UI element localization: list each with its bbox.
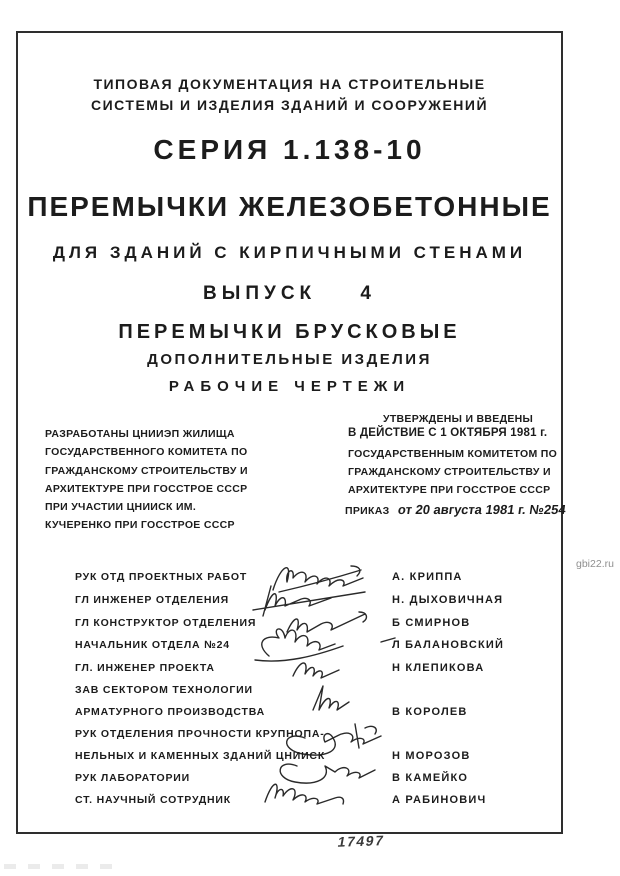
approved-by-line: ГОСУДАРСТВЕННЫМ КОМИТЕТОМ ПО: [348, 448, 558, 460]
signature-klepikova: [293, 663, 339, 678]
developed-by-line: ГРАЖДАНСКОМУ СТРОИТЕЛЬСТВУ И: [45, 465, 248, 477]
signature-dykhovichnaya: [253, 586, 365, 616]
signature-kameiko: [280, 764, 375, 783]
order-line: [345, 501, 566, 519]
signature-balanovsky: [255, 629, 395, 661]
signatory-role: АРМАТУРНОГО ПРОИЗВОДСТВА: [75, 706, 265, 718]
signature-korolev: [313, 686, 349, 710]
signatory-role: РУК ОТД ПРОЕКТНЫХ РАБОТ: [75, 571, 248, 583]
signatures: [235, 552, 405, 817]
signature-smirnov: [287, 612, 366, 632]
signatory-role: ЗАВ СЕКТОРОМ ТЕХНОЛОГИИ: [75, 684, 253, 696]
approved-by-line: УТВЕРЖДЕНЫ И ВВЕДЕНЫ: [383, 413, 534, 425]
signature-krippa: [273, 566, 363, 592]
header-line-2: СИСТЕМЫ И ИЗДЕЛИЯ ЗДАНИЙ И СООРУЖЕНИЙ: [90, 97, 489, 113]
stamp-number: 17497: [336, 832, 387, 850]
signatory-role: ГЛ КОНСТРУКТОР ОТДЕЛЕНИЯ: [75, 617, 257, 629]
signatory-name: Б СМИРНОВ: [392, 617, 471, 629]
signatory-role: НЕЛЬНЫХ И КАМЕННЫХ ЗДАНИЙ ЦНИИСК: [75, 750, 326, 762]
signatory-name: Н МОРОЗОВ: [392, 750, 471, 762]
developed-by-line: РАЗРАБОТАНЫ ЦНИИЭП ЖИЛИЩА: [45, 428, 235, 440]
signatory-name: Л БАЛАНОВСКИЙ: [392, 639, 505, 651]
developed-by-line: ГОСУДАРСТВЕННОГО КОМИТЕТА ПО: [45, 446, 248, 458]
developed-by-line: КУЧЕРЕНКО ПРИ ГОССТРОЕ СССР: [45, 519, 235, 531]
signatory-name: А РАБИНОВИЧ: [392, 794, 487, 806]
header-line-1: ТИПОВАЯ ДОКУМЕНТАЦИЯ НА СТРОИТЕЛЬНЫЕ: [93, 76, 486, 92]
signatory-name: В КАМЕЙКО: [392, 772, 469, 784]
signatory-role: ГЛ. ИНЖЕНЕР ПРОЕКТА: [75, 662, 215, 674]
watermark: gbi22.ru: [576, 558, 614, 570]
working-drawings-title: РАБОЧИЕ ЧЕРТЕЖИ: [168, 378, 411, 395]
signatory-role: ГЛ ИНЖЕНЕР ОТДЕЛЕНИЯ: [75, 594, 229, 606]
order-label: ПРИКАЗ: [345, 505, 390, 517]
signatory-role: НАЧАЛЬНИК ОТДЕЛА №24: [75, 639, 230, 651]
signatory-name: Н КЛЕПИКОВА: [392, 662, 485, 674]
developed-by-line: ПРИ УЧАСТИИ ЦНИИСК ИМ.: [45, 501, 197, 513]
product-title: ПЕРЕМЫЧКИ БРУСКОВЫЕ: [118, 321, 461, 343]
signatory-name: Н. ДЫХОВИЧНАЯ: [392, 594, 504, 606]
main-title: ПЕРЕМЫЧКИ ЖЕЛЕЗОБЕТОННЫЕ: [27, 191, 552, 222]
signatory-role: СТ. НАУЧНЫЙ СОТРУДНИК: [75, 794, 231, 806]
signatory-name: А. КРИППА: [392, 571, 463, 583]
approved-by-line: В ДЕЙСТВИЕ С 1 ОКТЯБРЯ 1981 г.: [348, 427, 548, 439]
approved-by-line: ГРАЖДАНСКОМУ СТРОИТЕЛЬСТВУ И: [348, 466, 551, 478]
order-value: от 20 августа 1981 г. №254: [396, 502, 567, 517]
signatory-name: В КОРОЛЕВ: [392, 706, 468, 718]
signature-rabinovich: [265, 784, 344, 804]
approved-by-line: АРХИТЕКТУРЕ ПРИ ГОССТРОЕ СССР: [348, 484, 551, 496]
signatory-role: РУК ОТДЕЛЕНИЯ ПРОЧНОСТИ КРУПНОПА-: [75, 728, 325, 740]
scan-artifact: [4, 864, 114, 869]
developed-by-line: АРХИТЕКТУРЕ ПРИ ГОССТРОЕ СССР: [45, 483, 248, 495]
subtitle: ДЛЯ ЗДАНИЙ С КИРПИЧНЫМИ СТЕНАМИ: [52, 243, 527, 262]
signatory-role: РУК ЛАБОРАТОРИИ: [75, 772, 190, 784]
series-title: СЕРИЯ 1.138-10: [153, 134, 426, 165]
issue-title: ВЫПУСК 4: [203, 283, 376, 304]
additional-items-title: ДОПОЛНИТЕЛЬНЫЕ ИЗДЕЛИЯ: [147, 351, 432, 368]
